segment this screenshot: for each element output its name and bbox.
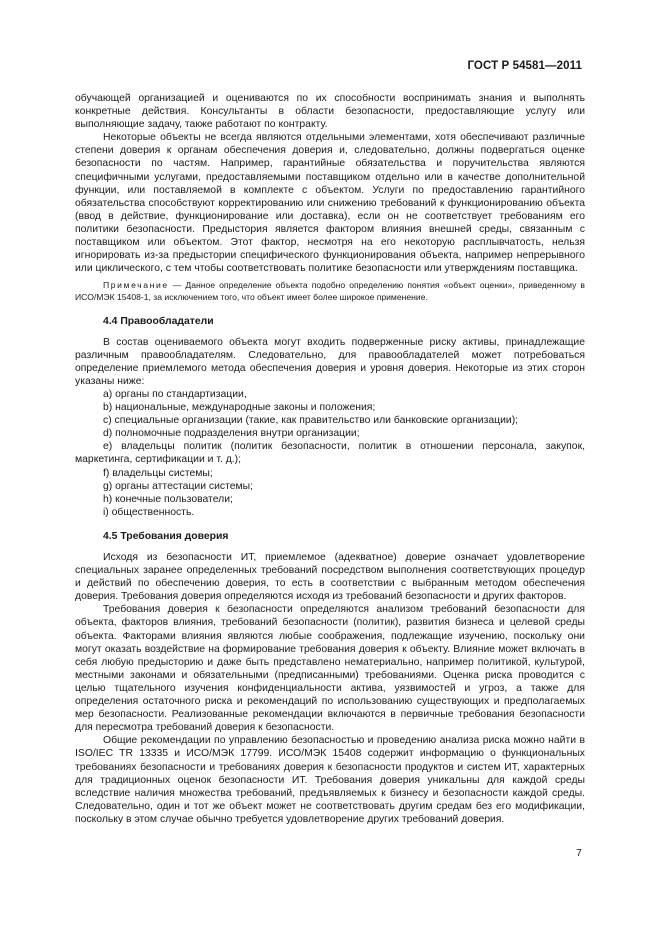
list-item: e) владельцы политик (политик безопасности, политик в отношении персонала, закупок, маркетинга, сертификации и т. д.); [75, 441, 585, 466]
list-item: f) владельцы системы; [103, 467, 213, 479]
stakeholder-list [75, 388, 585, 519]
paragraph: Исходя из безопасности ИТ, приемлемое (адекватное) доверие означает удовлетворение специальных заранее определенных требований посредством выполнения соответствующих процедур и действий по обеспечению доверия, то есть в соответствии с выбранным методом обеспечения доверия. Требования доверия определяются исходя из требований безопасности и других факторов. [75, 552, 585, 603]
list-item: i) общественность. [103, 506, 195, 518]
paragraph: Общие рекомендации по управлению безопасностью и проведению анализа риска можно найти в ISO/IEC TR 13335 и ИСО/МЭК 17799. ИСО/МЭК 15408 содержит информацию о функциональных требованиях безопасности и требованиях доверия к безопасности продуктов и систем ИТ, характерных для традиционных оценок безопасности ИТ. Требования доверия уникальны для каждой среды вследствие наличия множества требований, предъявляемых к бизнесу и безопасности каждой среды. Следовательно, один и тот же объект может не соответствовать другим средам без его модификации, поскольку в этом случае обычно требуется удовлетворение других требований доверия. [75, 735, 585, 825]
list-item: b) национальные, международные законы и положения; [103, 402, 376, 414]
paragraph: Требования доверия к безопасности определяются анализом требований безопасности для объекта, факторов влияния, требований безопасности (политик), развития бизнеса и целевой среды объекта. Факторами влияния являются любые соображения, подлежащие изучению, поскольку они могут оказать воздействие на формирование требования доверия к объекту. Влияние может включать в себя любую предысторию и даже быть представлено нематериально, например политикой, культурой, местными законами и обязательными (предписанными) требованиями. Оценка риска проводится с целью тщательного изучения конфиденциальности актива, уязвимостей и угроз, а также для определения остаточного риска и рекомендаций по использованию существующих и предполагаемых мер безопасности. Реализованные рекомендации включаются в первичные требования безопасности для пересмотра требований доверия к безопасности. [75, 604, 585, 734]
list-item: h) конечные пользователи; [103, 493, 233, 505]
standard-header: ГОСТ Р 54581—2011 [467, 60, 582, 72]
note-label: Примечание [103, 280, 169, 291]
list-item: g) органы аттестации системы; [103, 480, 254, 492]
section-heading-4-5: 4.5 Требования доверия [103, 530, 229, 542]
page-number: 7 [576, 847, 582, 859]
note [75, 280, 585, 303]
section-heading-4-4: 4.4 Правообладатели [103, 315, 214, 327]
note-text: — Данное определение объекта подобно определению понятия «объект оценки», приведенному в ИСО/МЭК 15408-1, за исключением того, что объект имеет более широкое применение. [75, 280, 585, 302]
paragraph: Некоторые объекты не всегда являются отдельными элементами, хотя обеспечивают различные степени доверия к органам обеспечения доверия и, следовательно, должны подвергаться оценке безопасности по частям. Например, гарантийные обязательства и поручительства являются специфичными услугами, предоставляемыми поставщиком отдельно или в качестве дополнительной функции, или поставляемой в комплекте с объектом. Услуги по предоставлению гарантийного обязательства способствуют корректированию или снижению требований к функционированию объекта (ввод в действие, функционирование или доставка), если он не соответствует требованиям его политики безопасности. Предыстория является фактором влияния внешней среды, связанным с поставщиком или объектом. Этот фактор, несмотря на его некоторую расплывчатость, нельзя игнорировать из-за предыстории специфического функционирования объекта, например непрерывного или циклического, с тем чтобы соответствовать политике безопасности или утверждениям поставщика. [75, 132, 585, 275]
paragraph: обучающей организацией и оцениваются по их способности воспринимать знания и выполнять конкретные действия. Консультанты в области безопасности, предоставляющие услугу или выполняющие задачу, также работают по контракту. [75, 93, 585, 131]
paragraph: В состав оцениваемого объекта могут входить подверженные риску активы, принадлежащие различным правообладателям. Следовательно, для правообладателей может потребоваться определение приемлемого метода обеспечения доверия и уровня доверия. Некоторые из этих сторон указаны ниже: [75, 336, 585, 387]
list-item: c) специальные организации (такие, как правительство или банковские организации); [103, 415, 519, 427]
list-item: d) полномочные подразделения внутри организации; [103, 428, 360, 440]
document-body [75, 92, 585, 826]
list-item: a) органы по стандартизации, [103, 388, 247, 400]
